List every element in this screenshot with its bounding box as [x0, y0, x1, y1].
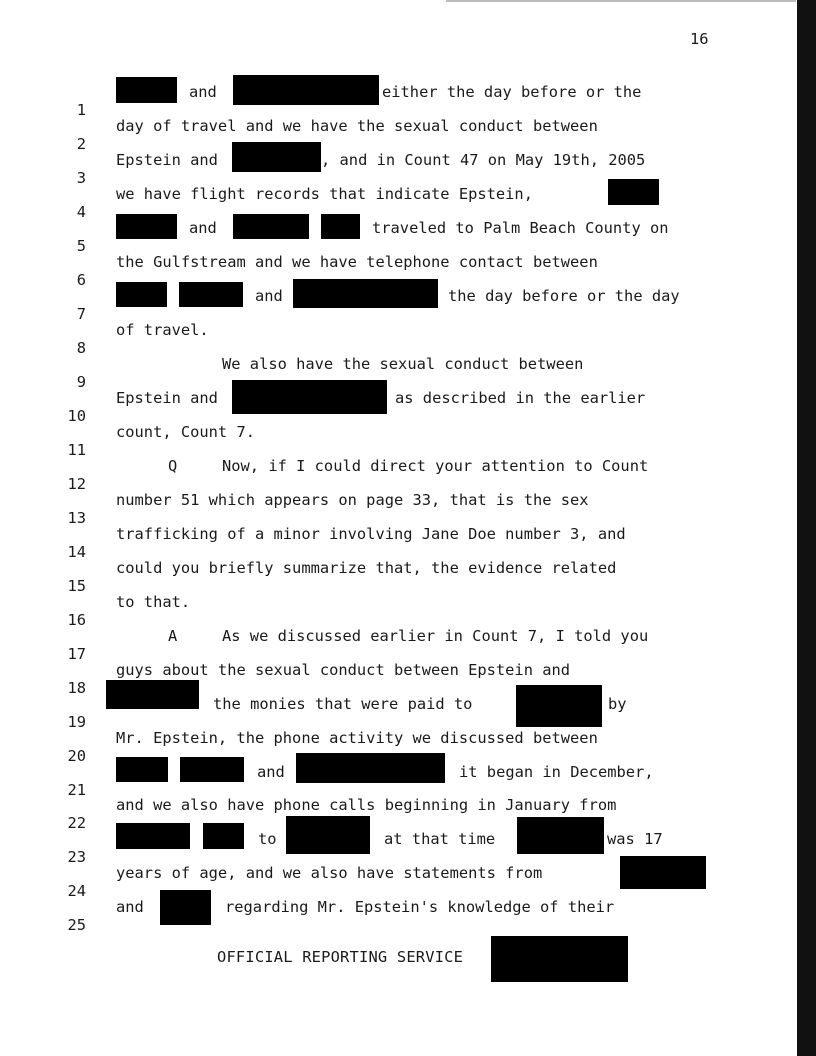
line-text: count, Count 7. — [116, 423, 255, 441]
redaction-box — [180, 757, 244, 782]
line-number: 25 — [67, 916, 86, 934]
line-text: We also have the sexual conduct between — [222, 355, 584, 373]
transcript-line — [0, 117, 598, 153]
transcript-line — [0, 729, 598, 765]
line-number: 16 — [67, 611, 86, 629]
redaction-box — [233, 214, 309, 239]
transcript-line — [0, 491, 589, 527]
line-text: and — [257, 763, 285, 781]
scan-edge-line — [446, 0, 796, 2]
transcript-line — [0, 593, 191, 629]
line-text: and — [189, 83, 217, 101]
transcript-line — [0, 627, 649, 663]
line-text: Epstein and — [116, 151, 218, 169]
redaction-box — [232, 380, 387, 414]
line-text: years of age, and we also have statements from — [116, 864, 543, 882]
line-number: 12 — [67, 475, 86, 493]
redaction-box — [116, 214, 177, 239]
line-text: by — [608, 695, 627, 713]
transcript-line — [0, 151, 646, 187]
line-text: the Gulfstream and we have telephone contact between — [116, 253, 598, 271]
line-text: the monies that were paid to — [213, 695, 473, 713]
redaction-box — [608, 179, 659, 205]
line-text: and — [255, 287, 283, 305]
line-text: to that. — [116, 593, 191, 611]
redaction-box — [233, 75, 379, 105]
transcript-line — [0, 796, 617, 832]
line-text: trafficking of a minor involving Jane Doe number 3, and — [116, 525, 626, 543]
line-number: 4 — [76, 203, 86, 221]
transcript-line — [0, 525, 626, 561]
line-text: and — [189, 219, 217, 237]
footer-reporting-service: OFFICIAL REPORTING SERVICE — [217, 948, 464, 966]
line-number: 6 — [76, 271, 86, 289]
line-number: 15 — [67, 577, 86, 595]
redaction-box — [620, 856, 706, 889]
line-number: 21 — [67, 781, 86, 799]
redaction-box — [232, 142, 321, 172]
redaction-box — [203, 823, 244, 849]
transcript-line — [0, 287, 680, 323]
line-text: was 17 — [607, 830, 663, 848]
line-number: 18 — [67, 679, 86, 697]
line-text: either the day before or the — [382, 83, 642, 101]
transcript-line — [0, 695, 627, 731]
line-text: the day before or the day — [448, 287, 680, 305]
line-number: 3 — [76, 169, 86, 187]
line-text: as described in the earlier — [395, 389, 646, 407]
line-text: regarding Mr. Epstein's knowledge of their — [225, 898, 615, 916]
redaction-box — [116, 757, 168, 782]
redaction-box — [160, 890, 211, 925]
redaction-box — [517, 817, 604, 854]
transcript-line — [0, 83, 642, 119]
transcript-line — [0, 185, 533, 221]
line-number: 22 — [67, 814, 86, 832]
page-number: 16 — [690, 30, 709, 48]
transcript-line — [0, 830, 663, 866]
redaction-box — [116, 823, 190, 849]
redaction-box — [516, 685, 602, 727]
line-number: 1 — [76, 101, 86, 119]
transcript-line — [0, 355, 584, 391]
line-number: 17 — [67, 645, 86, 663]
transcript-line — [0, 423, 255, 459]
line-number: 7 — [76, 305, 86, 323]
transcript-line — [0, 457, 649, 493]
transcript-line — [0, 389, 646, 425]
line-number: 19 — [67, 713, 86, 731]
line-text: it began in December, — [459, 763, 654, 781]
line-text: number 51 which appears on page 33, that is the sex — [116, 491, 589, 509]
line-text: and we also have phone calls beginning in January from — [116, 796, 617, 814]
line-text: guys about the sexual conduct between Epstein and — [116, 661, 571, 679]
line-number: 20 — [67, 747, 86, 765]
transcript-line — [0, 219, 669, 255]
transcript-line — [0, 253, 598, 289]
redaction-box — [491, 936, 628, 982]
transcript-line — [0, 864, 543, 900]
transcript-line — [0, 661, 571, 697]
redaction-box — [179, 282, 243, 307]
line-number: 23 — [67, 848, 86, 866]
transcript-line — [0, 898, 615, 934]
line-number: 24 — [67, 882, 86, 900]
line-text: and — [116, 898, 144, 916]
line-number: 5 — [76, 237, 86, 255]
line-text: to — [258, 830, 277, 848]
line-text: at that time — [384, 830, 496, 848]
line-number: 8 — [76, 339, 86, 357]
redaction-box — [293, 279, 438, 308]
line-text: Epstein and — [116, 389, 218, 407]
line-text: A — [168, 627, 178, 645]
redaction-box — [116, 282, 167, 307]
line-number: 14 — [67, 543, 86, 561]
line-text: we have flight records that indicate Epstein, — [116, 185, 533, 203]
line-text: Mr. Epstein, the phone activity we discussed between — [116, 729, 598, 747]
line-number: 10 — [67, 407, 86, 425]
transcript-line — [0, 763, 654, 799]
redaction-box — [116, 77, 177, 103]
line-text: , and in Count 47 on May 19th, 2005 — [321, 151, 646, 169]
line-text: traveled to Palm Beach County on — [372, 219, 669, 237]
line-text: As we discussed earlier in Count 7, I told you — [222, 627, 649, 645]
line-text: Q — [168, 457, 178, 475]
redaction-box — [321, 214, 360, 239]
transcript-line — [0, 559, 617, 595]
line-number: 11 — [67, 441, 86, 459]
line-number: 9 — [76, 373, 86, 391]
line-text: could you briefly summarize that, the evidence related — [116, 559, 617, 577]
line-number: 13 — [67, 509, 86, 527]
redaction-box — [286, 816, 370, 854]
line-text: day of travel and we have the sexual conduct between — [116, 117, 598, 135]
redaction-box — [106, 680, 199, 709]
line-text: Now, if I could direct your attention to Count — [222, 457, 649, 475]
line-number: 2 — [76, 135, 86, 153]
transcript-line — [0, 321, 209, 357]
line-text: of travel. — [116, 321, 209, 339]
redaction-box — [296, 753, 445, 783]
scan-border — [797, 0, 816, 1056]
